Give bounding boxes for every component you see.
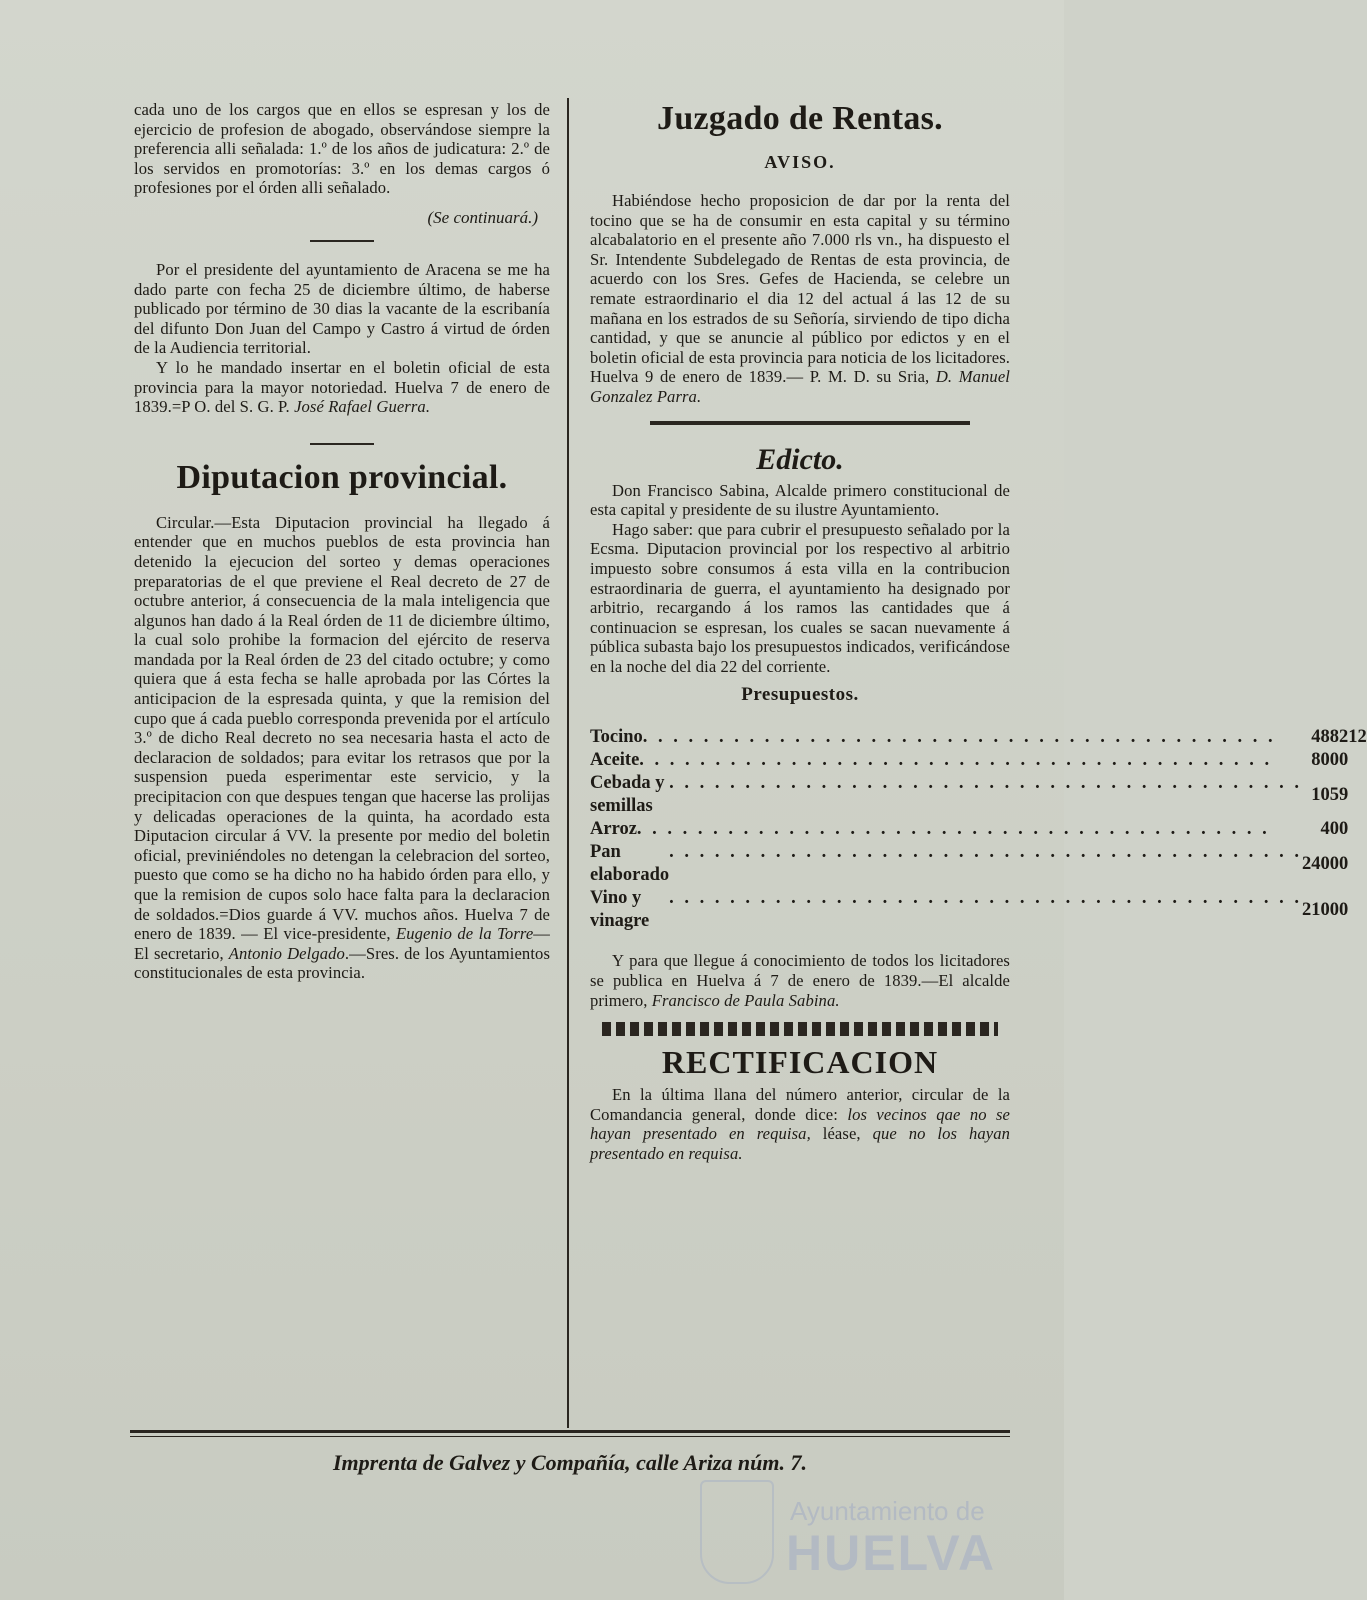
- presupuesto-cents: [1348, 772, 1367, 818]
- rect-lease: que no los hayan presentado en requisa.: [590, 1124, 1011, 1164]
- watermark-line2: HUELVA: [786, 1525, 997, 1581]
- presupuesto-item: Vino y vinagre: [590, 888, 650, 932]
- presupuesto-amount: 1059: [1311, 784, 1349, 805]
- presupuesto-row: [590, 818, 1367, 841]
- presupuesto-item: Aceite: [590, 750, 640, 771]
- signer-parra: D. Manuel Gonzalez Parra.: [590, 367, 1010, 406]
- presupuesto-row: [590, 726, 1367, 749]
- rect-text: En la última llana del número anterior, circular de la Comandancia general, donde dice:: [590, 1085, 1010, 1124]
- presupuesto-item-cell: [590, 772, 1302, 818]
- presupuesto-cents: 12: [1348, 727, 1367, 748]
- presupuesto-amount: 8000: [1311, 750, 1349, 771]
- heading-edicto: Edicto.: [756, 442, 844, 476]
- paragraph-cargos: cada uno de los cargos que en ellos se espresan y los de ejercicio de profesion de abogado, observándose siempre la preferencia alli señalada: 1.º de los años de judicatura: 2.º de los servidos en promotorías: 3.º en los demas cargos ó profesiones por el órden alli señalado.: [134, 100, 550, 198]
- presupuesto-row: [590, 841, 1367, 887]
- circular-text: Circular.—Esta Diputacion provincial ha llegado á entender que en muchos pueblos de esta provincia han detenido la ejecucion del sorteo y demas operaciones preparatorias de el que previene el Real decreto de 27 de octubre anterior, á consecuencia de la mala inteligencia que algunos han dado á la Real órden de 11 de diciembre último, la cual solo prohibe la formacion del ejército de reserva mandada por la Real órden de 23 del citado octubre; y como quiera que á esta fecha se halle aprobada por las Córtes la anticipacion de la espresada quinta, y que la remision del cupo que á cada pueblo corresponda prevenida por el artículo 3.º de dicho Real decreto no sea necesaria hasta el acto de declaracion de soldados; para evitar los retrasos que por la suspension pueda esperimentar este servicio, y la precipitacion con que despues tengan que hacerse las prolijas y delicadas operaciones de la quinta, ha acordado esta Diputacion circular á VV. la presente por medio del boletin oficial, previniéndoles no detengan la celebracion del sorteo, puesto que como se ha dicho no ha habido órden para ello, y que la remision de cupos solo hace falta para la declaracion de soldados.=Dios guarde á VV. muchos años. Huelva 7 de enero de 1839. — El vice-presidente,: [134, 512, 550, 944]
- leader-dots: [669, 772, 1302, 795]
- presupuesto-row: [590, 772, 1367, 818]
- watermark-line1: Ayuntamiento de: [790, 1496, 985, 1526]
- presupuesto-cents: [1348, 818, 1367, 841]
- heading-presupuestos: Presupuestos.: [741, 684, 859, 706]
- heading-aviso: AVISO.: [764, 152, 836, 172]
- signer-vice-presidente: Eugenio de la Torre: [396, 924, 534, 944]
- right-column: [590, 100, 1367, 1164]
- continuara-note: (Se continuará.): [427, 207, 538, 227]
- rect-lease-label: léase,: [822, 1124, 861, 1144]
- leader-dots: [669, 841, 1302, 864]
- presupuesto-item: Arroz: [590, 819, 637, 840]
- paragraph-insertar: [134, 358, 550, 417]
- signer-secretario: Antonio Delgado: [228, 943, 345, 963]
- presupuesto-item-cell: [590, 841, 1302, 887]
- heading-diputacion: Diputacion provincial.: [176, 458, 508, 496]
- footer-rule-thin: [130, 1436, 1010, 1437]
- heading-juzgado: Juzgado de Rentas.: [657, 100, 943, 137]
- presupuesto-amount: 24000: [1302, 853, 1349, 874]
- separator-thick: [650, 421, 970, 425]
- paragraph-circular: [134, 513, 550, 983]
- leader-dots: [643, 726, 1302, 749]
- ornament-border: [602, 1022, 998, 1036]
- imprint: Imprenta de Galvez y Compañía, calle Ariza núm. 7.: [332, 1450, 808, 1475]
- presupuesto-item-cell: [590, 818, 1302, 841]
- paragraph-sabina: Don Francisco Sabina, Alcalde primero constitucional de esta capital y presidente de su ilustre Ayuntamiento.: [590, 480, 1010, 520]
- presupuestos-table: [590, 726, 1367, 933]
- paragraph-aviso: [590, 191, 1010, 407]
- presupuesto-amount: 400: [1320, 819, 1349, 840]
- leader-dots: [639, 749, 1302, 772]
- presupuesto-cents: [1348, 887, 1367, 933]
- footer-rule: [130, 1430, 1010, 1433]
- presupuesto-amount: 4882: [1311, 727, 1349, 748]
- watermark-shield-icon: [700, 1480, 774, 1584]
- paragraph-hago-saber: Hago saber: que para cubrir el presupuesto señalado por la Ecsma. Diputacion provincial por los respectivo al arbitrio impuesto sobre consumos á esta villa en la contribucion estraordinaria de guerra, el ayuntamiento ha designado por arbitrio, recargando á los ramos las cantidades que á continuacion se espresan, los cuales se sacan nuevamente á pública subasta bajo los presupuestos indicados, verificándose en la noche del dia 22 del corriente.: [590, 519, 1010, 676]
- presupuesto-row: [590, 749, 1367, 772]
- leader-dots: [637, 818, 1302, 841]
- signer-sabina: Francisco de Paula Sabina.: [651, 990, 840, 1010]
- rect-dice: los vecinos qae no se hayan presentado en requisa,: [590, 1104, 1011, 1144]
- presupuesto-cents: [1348, 841, 1367, 887]
- paragraph-rectificacion: [590, 1085, 1010, 1163]
- left-column: [134, 100, 550, 983]
- circular-text-3: .—Sres. de los Ayuntamientos constitucionales de esta provincia.: [134, 943, 550, 983]
- watermark: [700, 1480, 1000, 1580]
- insertar-text: Y lo he mandado insertar en el boletin oficial de esta provincia para la mayor notoriedad. Huelva 7 de enero de 1839.=P O. del S. G. P.: [134, 357, 550, 417]
- circular-text-2: —El secretario,: [134, 924, 550, 963]
- presupuesto-item: Pan elaborado: [590, 842, 670, 886]
- presupuesto-item-cell: [590, 749, 1302, 772]
- presupuesto-item: Tocino: [590, 727, 643, 748]
- paragraph-aracena: Por el presidente del ayuntamiento de Aracena se me ha dado parte con fecha 25 de diciembre último, de haberse publicado por término de 30 dias la vacante de la escribanía del difunto Don Juan del Campo y Castro á virtud de órden de la Audiencia territorial.: [134, 259, 550, 358]
- separator: [310, 443, 374, 445]
- heading-rectificacion: RECTIFICACION: [661, 1044, 939, 1081]
- presupuesto-cents: [1348, 749, 1367, 772]
- separator: [310, 240, 374, 242]
- column-divider: [567, 98, 569, 1428]
- licitadores-text: Y para que llegue á conocimiento de todos los licitadores se publica en Huelva á 7 de enero de 1839.—El alcalde primero,: [590, 951, 1010, 1010]
- paragraph-licitadores: [590, 951, 1010, 1010]
- aviso-text: Habiéndose hecho proposicion de dar por la renta del tocino que se ha de consumir en esta capital y su término alcabalatorio en el presente año 7.000 rls vn., ha dispuesto el Sr. Intendente Subdelegado de Rentas de esta provincia, de acuerdo con los Sres. Gefes de Hacienda, se celebre un remate estraordinario el dia 12 del actual á las 12 de su mañana en los estrados de su Señoría, sirviendo de tipo dicha cantidad, y que se anuncie al público por edictos y en el boletin oficial de esta provincia para noticia de los licitadores. Huelva 9 de enero de 1839.— P. M. D. su Sria,: [590, 191, 1010, 387]
- presupuesto-item-cell: [590, 887, 1302, 933]
- signer-guerra: José Rafael Guerra.: [294, 397, 431, 417]
- presupuesto-row: [590, 887, 1367, 933]
- presupuesto-item-cell: [590, 726, 1302, 749]
- presupuesto-amount: 21000: [1302, 899, 1349, 920]
- presupuesto-item: Cebada y semillas: [590, 773, 665, 817]
- leader-dots: [669, 887, 1302, 910]
